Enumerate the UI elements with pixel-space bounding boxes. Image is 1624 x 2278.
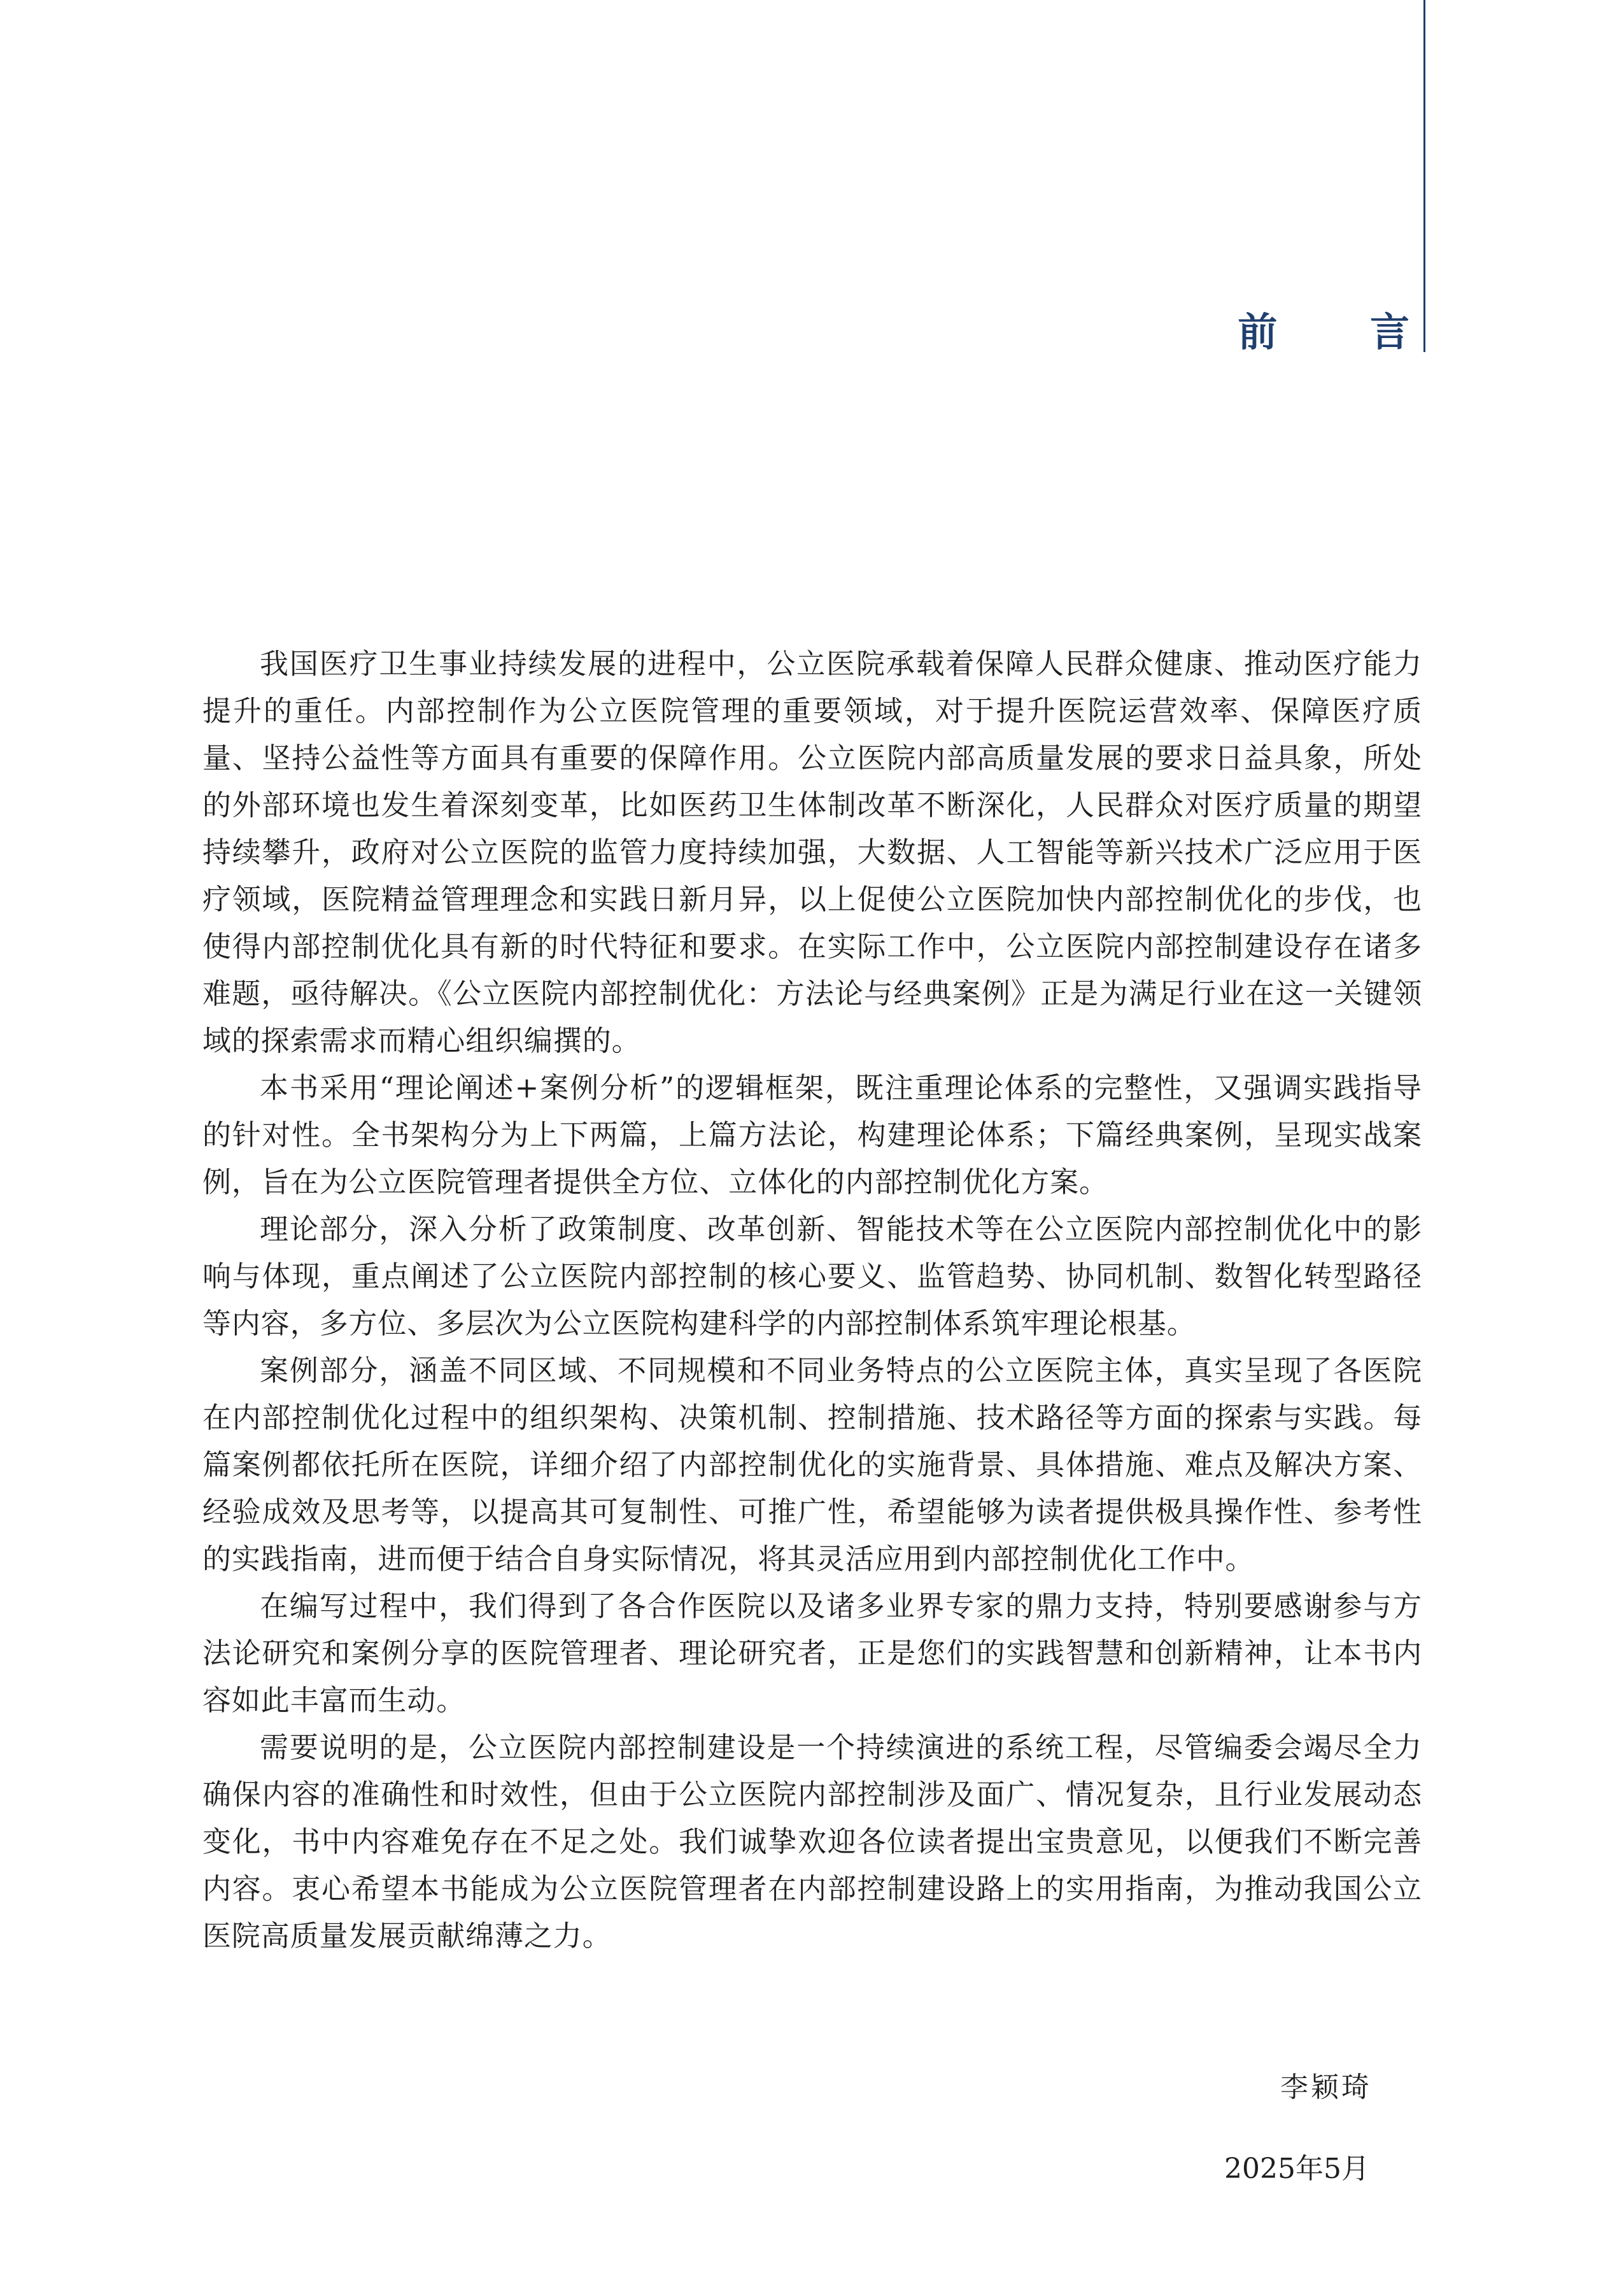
paragraph-5: 在编写过程中，我们得到了各合作医院以及诸多业界专家的鼎力支持，特别要感谢参与方法论研究和案例分享的医院管理者、理论研究者，正是您们的实践智慧和创新精神，让本书内容如此丰富而生动。 [202, 1589, 1422, 1717]
paragraph-2: 本书采用“理论阐述+案例分析”的逻辑框架，既注重理论体系的完整性，又强调实践指导的针对性。全书架构分为上下两篇，上篇方法论，构建理论体系；下篇经典案例，呈现实战案例，旨在为公立医院管理者提供全方位、立体化的内部控制优化方案。 [202, 1071, 1422, 1199]
author-name: 李颖琦 [1280, 2071, 1372, 2104]
page-title: 前 言 [1238, 309, 1449, 355]
signature-date: 2025年5月 [1224, 2153, 1369, 2185]
paragraph-4: 案例部分，涵盖不同区域、不同规模和不同业务特点的公立医院主体，真实呈现了各医院在内部控制优化过程中的组织架构、决策机制、控制措施、技术路径等方面的探索与实践。每篇案例都依托所在医院，详细介绍了内部控制优化的实施背景、具体措施、难点及解决方案、经验成效及思考等，以提高其可复制性、可推广性，希望能够为读者提供极具操作性、参考性的实践指南，进而便于结合自身实际情况，将其灵活应用到内部控制优化工作中。 [202, 1354, 1422, 1576]
signature-block [1224, 2071, 1372, 2185]
paragraph-3: 理论部分，深入分析了政策制度、改革创新、智能技术等在公立医院内部控制优化中的影响与体现，重点阐述了公立医院内部控制的核心要义、监管趋势、协同机制、数智化转型路径等内容，多方位、多层次为公立医院构建科学的内部控制体系筑牢理论根基。 [202, 1212, 1422, 1340]
preface-body [202, 640, 1422, 1960]
margin-rule [1423, 0, 1425, 352]
paragraph-1: 我国医疗卫生事业持续发展的进程中，公立医院承载着保障人民群众健康、推动医疗能力提升的重任。内部控制作为公立医院管理的重要领域，对于提升医院运营效率、保障医疗质量、坚持公益性等方面具有重要的保障作用。公立医院内部高质量发展的要求日益具象，所处的外部环境也发生着深刻变革，比如医药卫生体制改革不断深化，人民群众对医疗质量的期望持续攀升，政府对公立医院的监管力度持续加强，大数据、人工智能等新兴技术广泛应用于医疗领域，医院精益管理理念和实践日新月异，以上促使公立医院加快内部控制优化的步伐，也使得内部控制优化具有新的时代特征和要求。在实际工作中，公立医院内部控制建设存在诸多难题，亟待解决。《公立医院内部控制优化：方法论与经典案例》正是为满足行业在这一关键领域的探索需求而精心组织编撰的。 [202, 647, 1422, 1058]
paragraph-6: 需要说明的是，公立医院内部控制建设是一个持续演进的系统工程，尽管编委会竭尽全力确保内容的准确性和时效性，但由于公立医院内部控制涉及面广、情况复杂，且行业发展动态变化，书中内容难免存在不足之处。我们诚挚欢迎各位读者提出宝贵意见，以便我们不断完善内容。衷心希望本书能成为公立医院管理者在内部控制建设路上的实用指南，为推动我国公立医院高质量发展贡献绵薄之力。 [202, 1730, 1422, 1953]
